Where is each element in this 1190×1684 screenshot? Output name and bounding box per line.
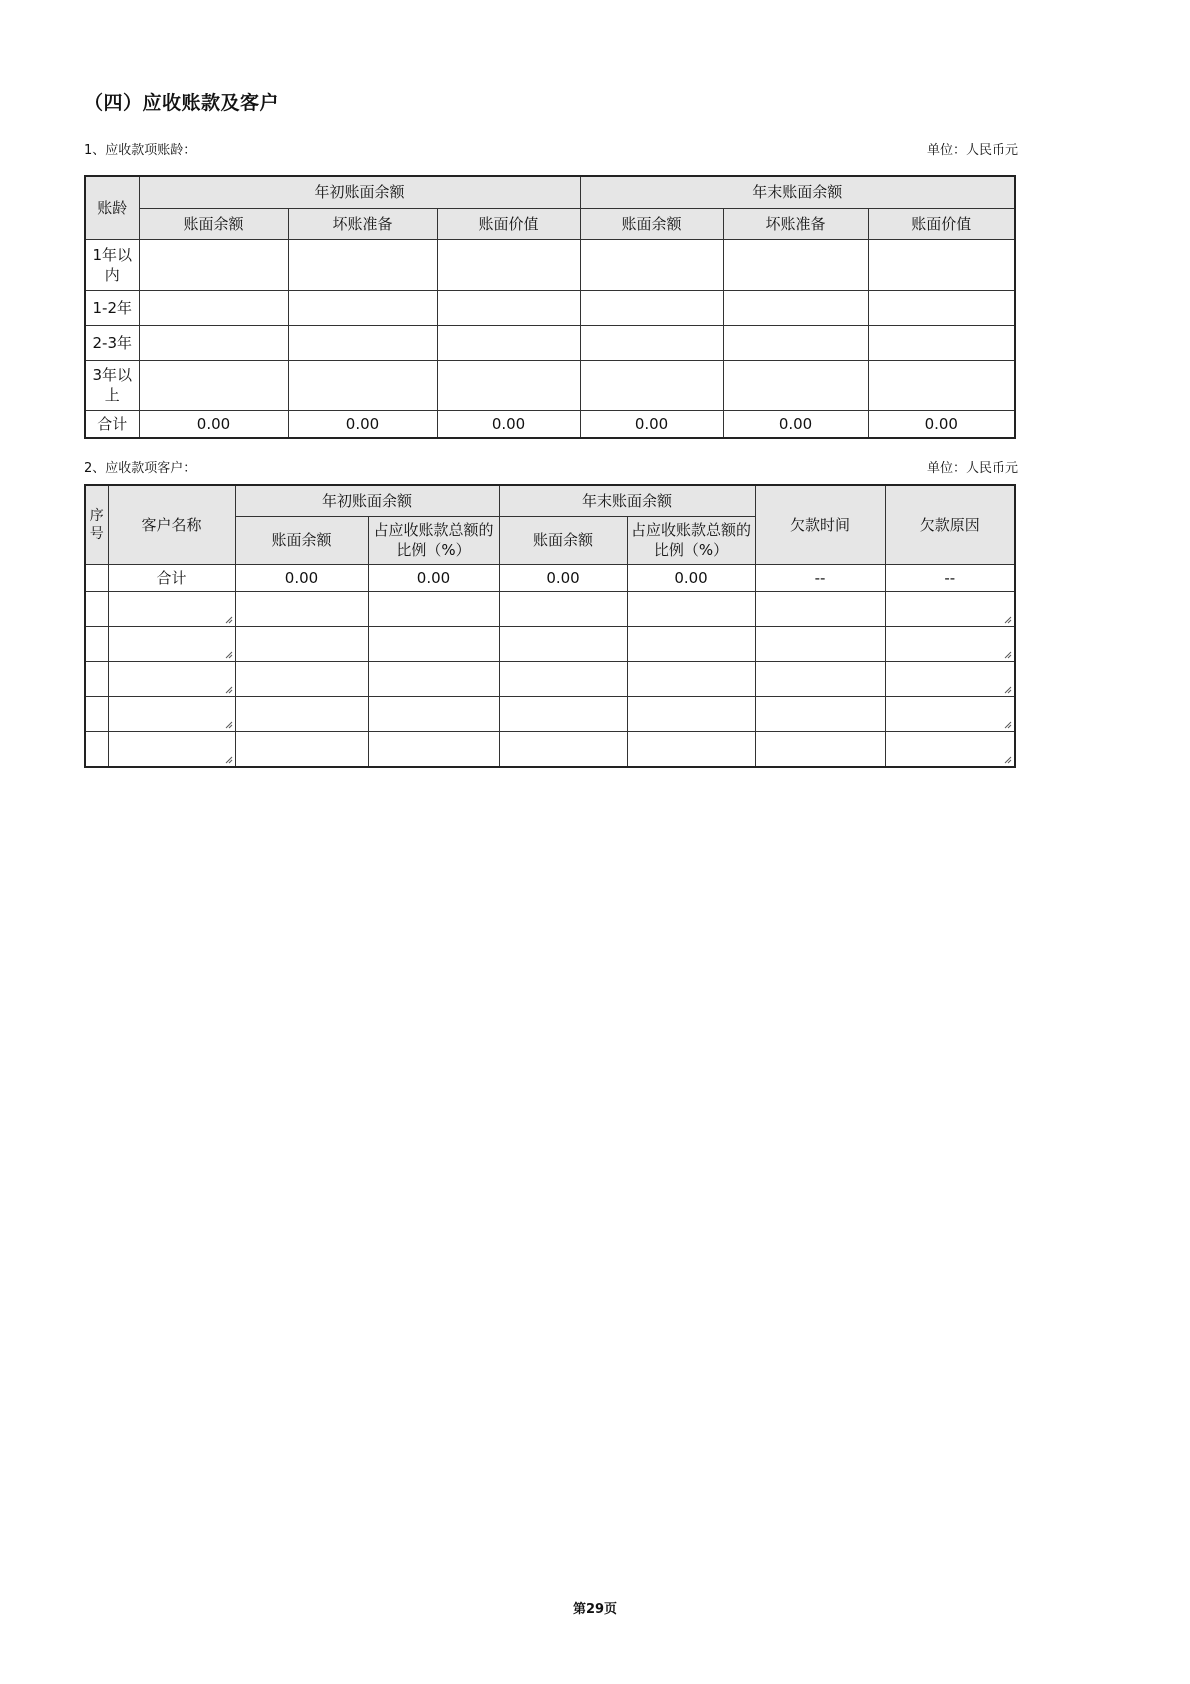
value-cell[interactable] [368, 591, 499, 626]
table-row [85, 290, 1015, 325]
value-cell[interactable] [288, 325, 437, 360]
debt-time-cell[interactable] [755, 696, 885, 731]
value-cell[interactable] [368, 696, 499, 731]
debt-time-cell[interactable] [755, 731, 885, 767]
value-cell[interactable] [139, 290, 288, 325]
value-cell[interactable] [499, 626, 627, 661]
table-row [85, 696, 1015, 731]
table1-unit: 单位：人民币元 [926, 143, 1018, 158]
value-cell[interactable] [627, 731, 755, 767]
value-cell[interactable] [580, 239, 723, 290]
col-header: 账面余额 [499, 516, 627, 564]
debt-reason-header: 欠款原因 [885, 485, 1015, 564]
seq-cell[interactable] [85, 696, 108, 731]
resize-handle-icon[interactable] [1004, 686, 1012, 694]
value-cell[interactable] [499, 696, 627, 731]
page-number: 第29页 [572, 1602, 618, 1617]
value-cell[interactable] [139, 325, 288, 360]
debt-reason-input[interactable] [885, 591, 1015, 626]
value-cell[interactable] [437, 290, 580, 325]
customer-name-header: 客户名称 [108, 485, 235, 564]
table-row [85, 731, 1015, 767]
col-header: 占应收账款总额的比例（%） [368, 516, 499, 564]
value-cell[interactable] [868, 360, 1015, 410]
table2-unit: 单位：人民币元 [926, 461, 1018, 476]
value-cell[interactable] [499, 591, 627, 626]
total-value: 0.00 [139, 410, 288, 438]
text-area[interactable] [109, 592, 235, 626]
debt-reason-input[interactable] [885, 731, 1015, 767]
resize-handle-icon[interactable] [1004, 721, 1012, 729]
value-cell[interactable] [437, 360, 580, 410]
table-row [85, 325, 1015, 360]
seq-cell[interactable] [85, 661, 108, 696]
resize-handle-icon[interactable] [225, 686, 233, 694]
row-label: 2-3年 [85, 325, 139, 360]
debt-time-cell[interactable] [755, 626, 885, 661]
value-cell[interactable] [288, 239, 437, 290]
group-end-header: 年末账面余额 [499, 485, 755, 516]
seq-cell[interactable] [85, 626, 108, 661]
resize-handle-icon[interactable] [225, 756, 233, 764]
text-area[interactable] [886, 627, 1015, 661]
col-header: 占应收账款总额的比例（%） [627, 516, 755, 564]
value-cell[interactable] [723, 360, 868, 410]
text-area[interactable] [109, 627, 235, 661]
value-cell[interactable] [235, 696, 368, 731]
total-value: 0.00 [723, 410, 868, 438]
value-cell[interactable] [368, 626, 499, 661]
table-row [85, 591, 1015, 626]
value-cell[interactable] [499, 731, 627, 767]
value-cell[interactable] [235, 591, 368, 626]
value-cell[interactable] [868, 290, 1015, 325]
customer-name-input[interactable] [108, 626, 235, 661]
row-label: 1年以内 [85, 239, 139, 290]
value-cell[interactable] [580, 290, 723, 325]
row-label: 1-2年 [85, 290, 139, 325]
text-area[interactable] [109, 732, 235, 766]
value-cell[interactable] [627, 661, 755, 696]
total-row [85, 564, 1015, 591]
total-value: 0.00 [580, 410, 723, 438]
total-label: 合计 [85, 410, 139, 438]
col-header: 坏账准备 [723, 208, 868, 239]
value-cell[interactable] [723, 290, 868, 325]
value-cell[interactable] [723, 239, 868, 290]
value-cell[interactable] [368, 731, 499, 767]
table-row [85, 661, 1015, 696]
value-cell[interactable] [288, 290, 437, 325]
resize-handle-icon[interactable] [225, 651, 233, 659]
debt-reason-input[interactable] [885, 661, 1015, 696]
resize-handle-icon[interactable] [225, 721, 233, 729]
debt-reason-input[interactable] [885, 696, 1015, 731]
text-area[interactable] [109, 697, 235, 731]
value-cell[interactable] [235, 626, 368, 661]
table-row [85, 360, 1015, 410]
total-row [85, 410, 1015, 438]
total-value: 0.00 [627, 564, 755, 591]
customer-table [84, 484, 1016, 768]
value-cell[interactable] [437, 325, 580, 360]
total-value: 0.00 [235, 564, 368, 591]
seq-header: 序号 [85, 485, 108, 564]
group-start-header: 年初账面余额 [235, 485, 499, 516]
debt-time-cell[interactable] [755, 661, 885, 696]
value-cell[interactable] [139, 239, 288, 290]
table-row [85, 239, 1015, 290]
text-area[interactable] [886, 732, 1015, 766]
customer-name-input[interactable] [108, 591, 235, 626]
col-header: 账面余额 [139, 208, 288, 239]
text-area[interactable] [109, 662, 235, 696]
value-cell[interactable] [868, 325, 1015, 360]
value-cell[interactable] [580, 325, 723, 360]
text-area[interactable] [886, 592, 1015, 626]
value-cell[interactable] [868, 239, 1015, 290]
value-cell[interactable] [580, 360, 723, 410]
value-cell[interactable] [723, 325, 868, 360]
total-debt-reason: -- [885, 564, 1015, 591]
customer-name-input[interactable] [108, 731, 235, 767]
value-cell[interactable] [499, 661, 627, 696]
col-header: 账面价值 [437, 208, 580, 239]
total-label: 合计 [108, 564, 235, 591]
total-value: 0.00 [499, 564, 627, 591]
row-label: 3年以上 [85, 360, 139, 410]
value-cell[interactable] [235, 731, 368, 767]
total-value: 0.00 [437, 410, 580, 438]
table-row [85, 626, 1015, 661]
col-header: 坏账准备 [288, 208, 437, 239]
group-end-header: 年末账面余额 [580, 176, 1015, 208]
debt-reason-input[interactable] [885, 626, 1015, 661]
text-area[interactable] [886, 662, 1015, 696]
value-cell[interactable] [288, 360, 437, 410]
resize-handle-icon[interactable] [1004, 616, 1012, 624]
debt-time-cell[interactable] [755, 591, 885, 626]
total-value: 0.00 [368, 564, 499, 591]
resize-handle-icon[interactable] [1004, 651, 1012, 659]
resize-handle-icon[interactable] [225, 616, 233, 624]
seq-cell[interactable] [85, 591, 108, 626]
total-debt-time: -- [755, 564, 885, 591]
value-cell[interactable] [368, 661, 499, 696]
aging-header: 账龄 [85, 176, 139, 239]
value-cell[interactable] [139, 360, 288, 410]
value-cell[interactable] [437, 239, 580, 290]
section-title: （四）应收账款及客户 [84, 92, 280, 114]
table2-caption: 2、应收款项客户： [84, 461, 197, 476]
value-cell[interactable] [627, 696, 755, 731]
text-area[interactable] [886, 697, 1015, 731]
value-cell[interactable] [627, 626, 755, 661]
col-header: 账面余额 [235, 516, 368, 564]
total-value: 0.00 [288, 410, 437, 438]
seq-cell[interactable] [85, 731, 108, 767]
customer-name-input[interactable] [108, 696, 235, 731]
total-value: 0.00 [868, 410, 1015, 438]
debt-time-header: 欠款时间 [755, 485, 885, 564]
col-header: 账面价值 [868, 208, 1015, 239]
group-start-header: 年初账面余额 [139, 176, 580, 208]
resize-handle-icon[interactable] [1004, 756, 1012, 764]
customer-name-input[interactable] [108, 661, 235, 696]
table1-caption: 1、应收款项账龄： [84, 143, 197, 158]
seq-cell [85, 564, 108, 591]
col-header: 账面余额 [580, 208, 723, 239]
value-cell[interactable] [627, 591, 755, 626]
value-cell[interactable] [235, 661, 368, 696]
aging-table [84, 175, 1016, 439]
